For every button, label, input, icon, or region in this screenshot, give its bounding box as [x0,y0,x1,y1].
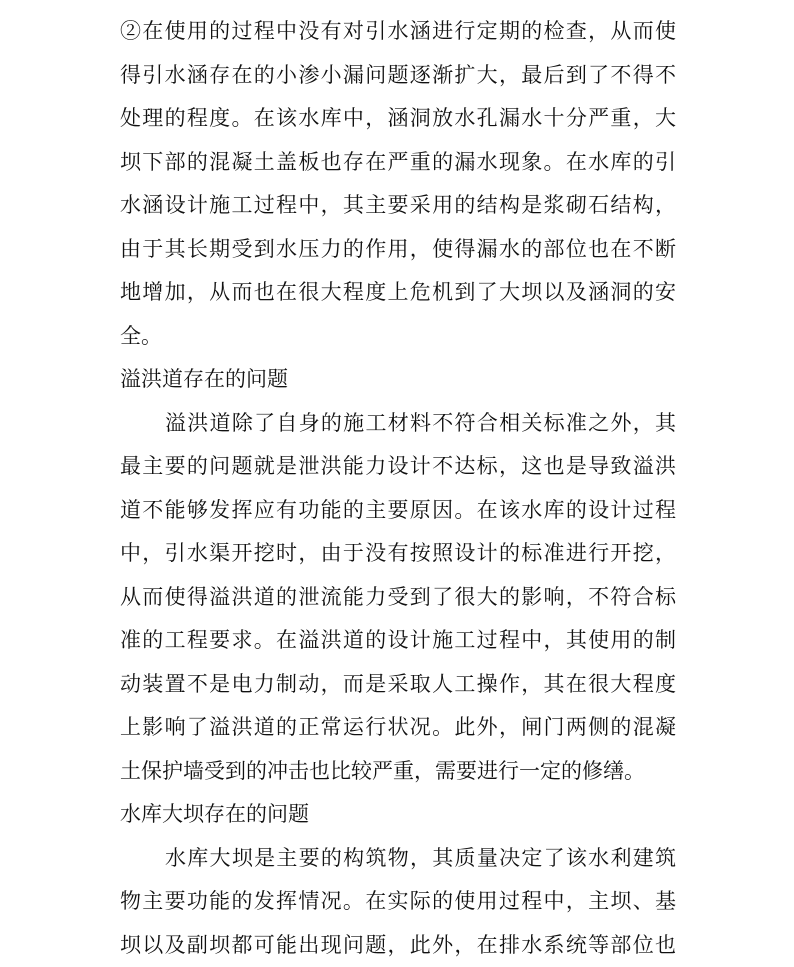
paragraph-dam [120,837,676,967]
text-line: 动装置不是电力制动，而是采取人工操作，其在很大程度 [120,663,676,707]
text-line: 坝下部的混凝土盖板也存在严重的漏水现象。在水库的引 [120,141,676,185]
text-line: 从而使得溢洪道的泄流能力受到了很大的影响，不符合标 [120,576,676,620]
text-line: 地增加，从而也在很大程度上危机到了大坝以及涵洞的安 [120,271,676,315]
section-heading-spillway: 溢洪道存在的问题 [120,358,676,402]
text-line: 处理的程度。在该水库中，涵洞放水孔漏水十分严重，大 [120,97,676,141]
text-line: 水库大坝是主要的构筑物，其质量决定了该水利建筑 [120,837,676,881]
document-page [120,10,676,967]
text-line: 得引水涵存在的小渗小漏问题逐渐扩大，最后到了不得不 [120,54,676,98]
paragraph-spillway [120,402,676,794]
text-line: 准的工程要求。在溢洪道的设计施工过程中，其使用的制 [120,619,676,663]
text-line: 土保护墙受到的冲击也比较严重，需要进行一定的修缮。 [120,750,676,794]
text-line: 全。 [120,315,676,359]
text-line: ②在使用的过程中没有对引水涵进行定期的检查，从而使 [120,10,676,54]
text-line: 最主要的问题就是泄洪能力设计不达标，这也是导致溢洪 [120,445,676,489]
section-heading-dam: 水库大坝存在的问题 [120,793,676,837]
text-line: 上影响了溢洪道的正常运行状况。此外，闸门两侧的混凝 [120,706,676,750]
text-line: 中，引水渠开挖时，由于没有按照设计的标准进行开挖， [120,532,676,576]
paragraph-culvert-inspection [120,10,676,358]
text-line: 坝以及副坝都可能出现问题，此外，在排水系统等部位也 [120,924,676,967]
text-line: 由于其长期受到水压力的作用，使得漏水的部位也在不断 [120,228,676,272]
text-line: 溢洪道除了自身的施工材料不符合相关标准之外，其 [120,402,676,446]
text-line: 水涵设计施工过程中，其主要采用的结构是浆砌石结构， [120,184,676,228]
text-line: 道不能够发挥应有功能的主要原因。在该水库的设计过程 [120,489,676,533]
text-line: 物主要功能的发挥情况。在实际的使用过程中，主坝、基 [120,880,676,924]
